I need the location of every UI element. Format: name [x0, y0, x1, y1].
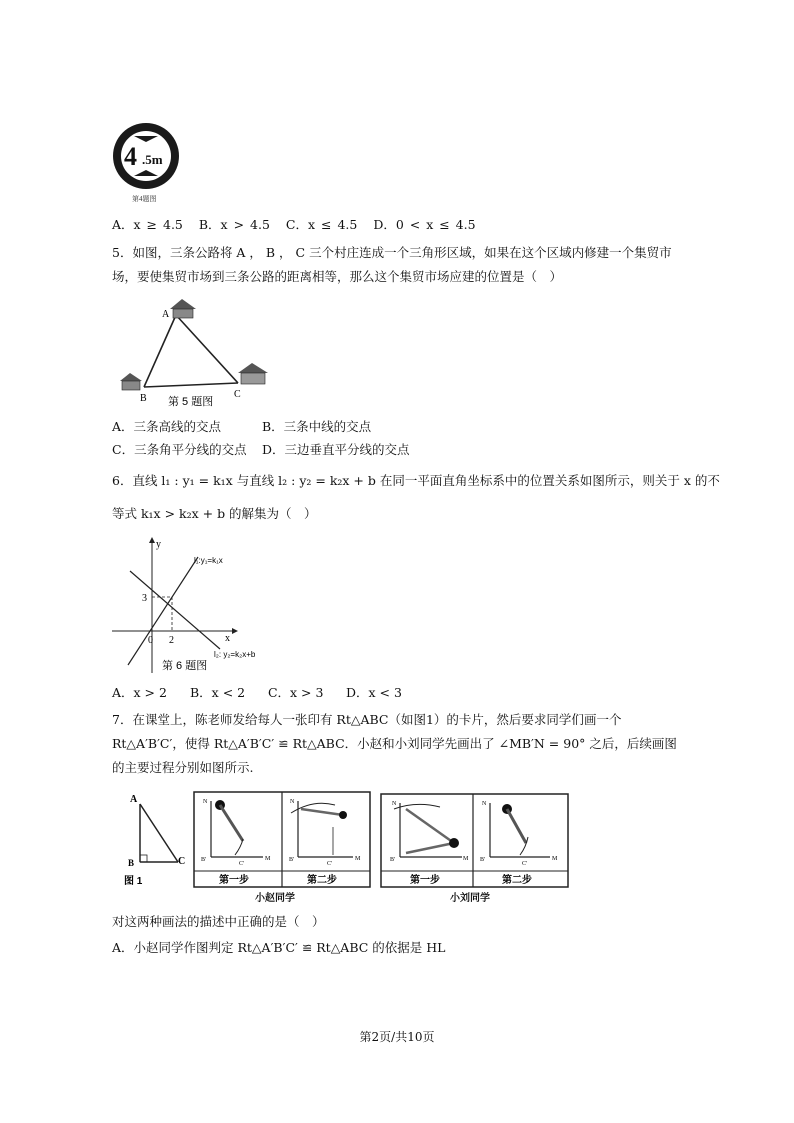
q7-stem-line3: 的主要过程分别如图所示. — [112, 760, 254, 775]
q5-stem-line1: 5．如图，三条公路将 A ， B ， C 三个村庄连成一个三角形区域，如果在这个区域内修建一个集贸市 — [112, 245, 672, 260]
fig1-caption: 图 1 — [124, 876, 143, 887]
q5-option-d[interactable]: D．三边垂直平分线的交点 — [261, 442, 410, 457]
line-l1 — [128, 557, 198, 665]
zhao1-c: C' — [239, 861, 245, 867]
q4-options — [112, 216, 476, 234]
tick-x-label: 2 — [169, 635, 174, 646]
fig1-label-c: C — [178, 856, 186, 867]
liu2-c: C' — [522, 861, 528, 867]
q5-figure-caption: 第 5 题图 — [168, 396, 214, 408]
liu1-b: B' — [390, 857, 396, 863]
zhao-step2: 第二步 — [307, 875, 337, 886]
liu-label: 小刘同学 — [450, 893, 490, 904]
q6-stem-line1: 6．直线 l₁ : y₁ = k₁x 与直线 l₂ : y₂ = k₂x + b 在同一平面直角坐标系中的位置关系如图所示，则关于 x 的不 — [112, 473, 720, 488]
q5-stem-line2: 场，要使集贸市场到三条公路的距离相等，那么这个集贸市场应建的位置是（ ） — [112, 269, 563, 284]
q4-option-a[interactable]: A．x ≥ 4.5 — [112, 217, 183, 232]
liu2-m: M — [552, 856, 558, 862]
liu2-n: N — [482, 801, 487, 807]
compass-point-icon — [339, 811, 347, 819]
origin-label: 0 — [148, 635, 153, 646]
line-l2 — [130, 571, 220, 649]
q7-stem-line2: Rt△A′B′C′，使得 Rt△A′B′C′ ≌ Rt△ABC．小赵和小刘同学先画出了 ∠MB′N = 90° 之后，后续画图 — [112, 736, 677, 751]
q4-option-c[interactable]: C．x ≤ 4.5 — [285, 217, 358, 232]
house-b-icon — [120, 373, 142, 390]
q6-figure-caption: 第 6 题图 — [162, 660, 208, 672]
liu1-n: N — [392, 801, 397, 807]
q7-figure1 — [118, 790, 193, 890]
q6-option-d[interactable]: D．x < 3 — [345, 685, 402, 700]
q5-option-c[interactable]: C．三条角平分线的交点 — [112, 442, 247, 457]
liu-step1: 第一步 — [410, 875, 440, 886]
q7-stem-line1: 7．在课堂上，陈老师发给每人一张印有 Rt△ABC（如图1）的卡片，然后要求同学们画一个 — [112, 712, 622, 727]
liu2-b: B' — [480, 857, 486, 863]
house-c-icon — [238, 363, 268, 384]
label-c: C — [234, 389, 241, 400]
q5-options-row1 — [112, 418, 371, 436]
fig1-label-a: A — [130, 794, 138, 805]
zhao1-n: N — [203, 799, 208, 805]
q7-option-a[interactable]: A．小赵同学作图判定 Rt△A′B′C′ ≌ Rt△ABC 的依据是 HL — [112, 940, 446, 955]
label-b: B — [140, 393, 147, 404]
q6-options — [112, 684, 402, 702]
q4-option-d[interactable]: D．0 < x ≤ 4.5 — [373, 217, 476, 232]
x-axis-label: x — [225, 633, 230, 644]
label-a: A — [162, 309, 170, 320]
q6-option-c[interactable]: C．x > 3 — [267, 685, 324, 700]
zhao1-m: M — [265, 856, 271, 862]
house-a-icon — [170, 299, 196, 318]
q5-triangle-figure — [116, 295, 276, 410]
zhao2-c: C' — [327, 861, 333, 867]
q5-option-a[interactable]: A．三条高线的交点 — [112, 419, 222, 434]
page-footer: 第2页/共10页 — [359, 1030, 435, 1044]
tick-y-label: 3 — [142, 593, 147, 604]
sign-subtext: .5m — [142, 152, 163, 167]
road-ab — [144, 315, 176, 387]
zhao1-b: B' — [201, 857, 207, 863]
sign-number: 4 — [124, 142, 137, 171]
height-limit-sign — [112, 118, 182, 208]
q6-stem-line2: 等式 k₁x > k₂x + b 的解集为（ ） — [112, 506, 317, 521]
q7-question: 对这两种画法的描述中正确的是（ ） — [112, 914, 325, 929]
q5-option-b[interactable]: B．三条中线的交点 — [261, 419, 372, 434]
l2-label: l₂: y₂=k₂x+b — [214, 650, 256, 659]
q5-options-row2 — [112, 441, 410, 459]
q6-option-b[interactable]: B．x < 2 — [189, 685, 246, 700]
liu1-m: M — [463, 856, 469, 862]
q4-option-b[interactable]: B．x > 4.5 — [198, 217, 270, 232]
zhao2-b: B' — [289, 857, 295, 863]
speed-limit-sign-figure — [112, 118, 182, 208]
zhao-label: 小赵同学 — [255, 893, 295, 904]
zhao-step1: 第一步 — [219, 875, 249, 886]
zhao-panels — [193, 791, 371, 888]
zhao2-m: M — [355, 856, 361, 862]
q6-graph-figure — [110, 535, 280, 675]
fig1-label-b: B — [128, 858, 135, 868]
compass-point-icon — [449, 838, 459, 848]
sign-caption: 第4题图 — [132, 195, 157, 203]
liu-panels — [380, 793, 569, 888]
road-ac — [176, 315, 238, 383]
zhao2-n: N — [290, 799, 295, 805]
q6-option-a[interactable]: A．x > 2 — [112, 685, 167, 700]
l1-label: l₁:y₁=k₁x — [194, 556, 223, 565]
liu-step2: 第二步 — [502, 875, 532, 886]
y-axis-label: y — [156, 539, 161, 550]
road-bc — [144, 383, 238, 387]
